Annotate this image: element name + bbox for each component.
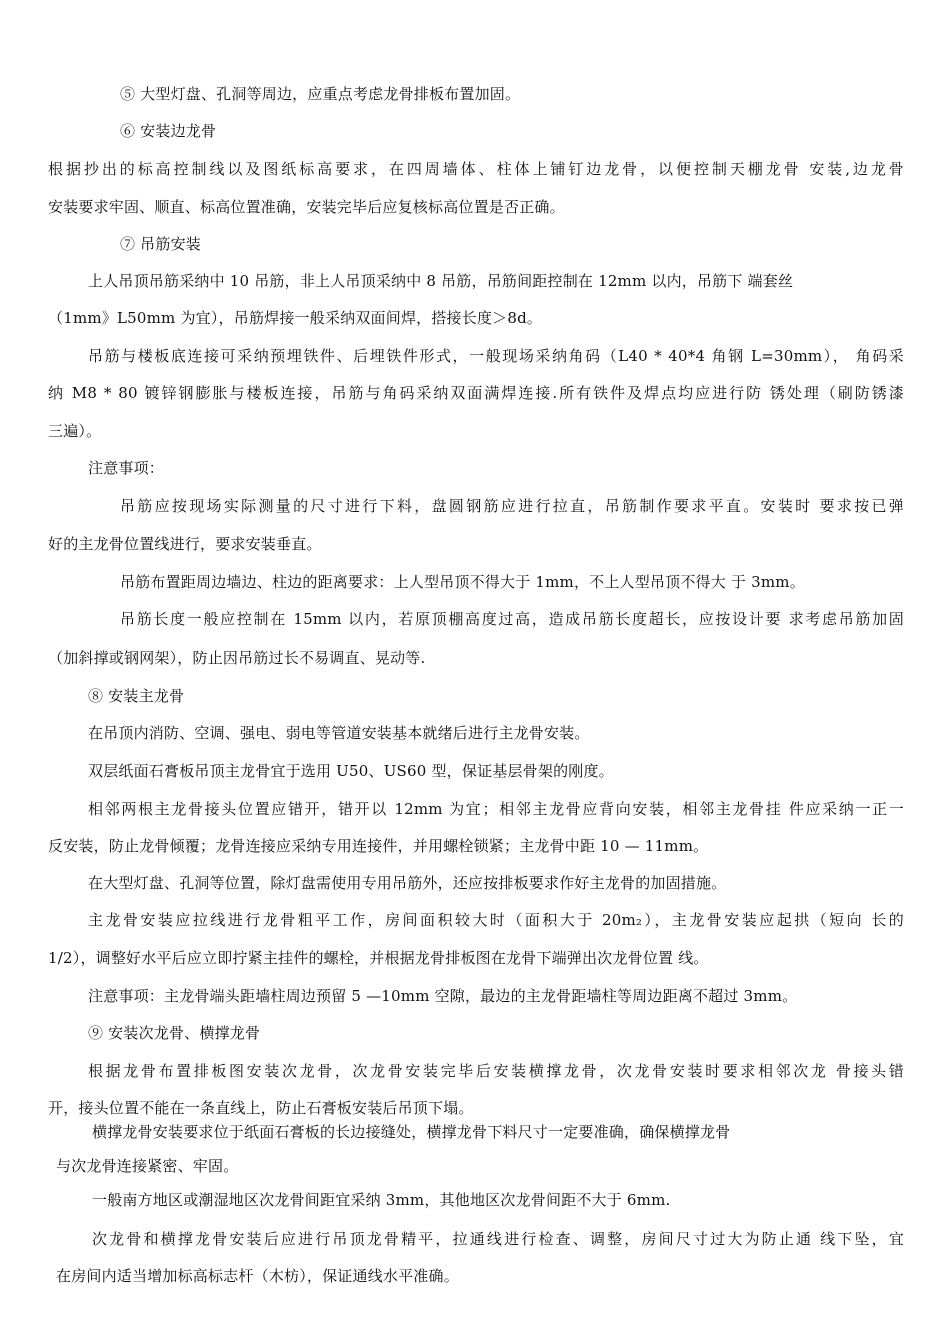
paragraph-line: 在吊顶内消防、空调、强电、弱电等管道安装基本就绪后进行主龙骨安装。 xyxy=(88,724,590,742)
paragraph-line: （1mm》L50mm 为宜），吊筋焊接一般采纳双面间焊，搭接长度＞8d。 xyxy=(48,309,543,327)
paragraph-line: 吊筋与楼板底连接可采纳预埋铁件、后埋铁件形式，一般现场采纳角码（L40 * 40*4 角钢 L=30mm）， 角码采 xyxy=(88,347,904,365)
paragraph-line: 根据抄出的标高控制线以及图纸标高要求，在四周墙体、柱体上铺钉边龙骨，以便控制天棚龙骨 安装,边龙骨 xyxy=(48,160,904,178)
paragraph-line: 双层纸面石膏板吊顶主龙骨宜于选用 U50、US60 型，保证基层骨架的刚度。 xyxy=(88,762,614,780)
paragraph-line: 横撑龙骨安装要求位于纸面石膏板的长边接缝处，横撑龙骨下料尺寸一定要准确，确保横撑龙骨 xyxy=(92,1123,731,1141)
paragraph-line: 次龙骨和横撑龙骨安装后应进行吊顶龙骨精平，拉通线进行检查、调整，房间尺寸过大为防止通 线下坠，宜 xyxy=(92,1230,904,1248)
paragraph-line: 反安装，防止龙骨倾覆；龙骨连接应采纳专用连接件，并用螺栓锁紧；主龙骨中距 10 — 11mm。 xyxy=(48,837,709,855)
paragraph-line: 纳 M8 * 80 镀锌钢膨胀与楼板连接，吊筋与角码采纳双面满焊连接.所有铁件及焊点均应进行防 锈处理（刷防锈漆 xyxy=(48,384,904,402)
paragraph-line: 注意事项：主龙骨端头距墙柱周边预留 5 —10mm 空隙，最边的主龙骨距墙柱等周边距离不超过 3mm。 xyxy=(88,987,798,1005)
paragraph-line: 三遍）。 xyxy=(48,422,102,440)
paragraph-line: 与次龙骨连接紧密、牢固。 xyxy=(56,1157,239,1175)
paragraph-line: 1/2），调整好水平后应立即拧紧主挂件的螺栓，并根据龙骨排板图在龙骨下端弹出次龙骨位置 线。 xyxy=(48,949,709,967)
paragraph-line: 一般南方地区或潮湿地区次龙骨间距宜采纳 3mm，其他地区次龙骨间距不大于 6mm. xyxy=(92,1191,671,1209)
notes-heading: 注意事项： xyxy=(88,459,165,477)
heading-item-7: ⑦ 吊筋安装 xyxy=(120,235,201,253)
paragraph-line: 开，接头位置不能在一条直线上，防止石膏板安装后吊顶下塌。 xyxy=(48,1099,474,1117)
paragraph-line: 在房间内适当增加标高标志杆（木枋），保证通线水平准确。 xyxy=(56,1267,459,1285)
paragraph-line: 主龙骨安装应拉线进行龙骨粗平工作，房间面积较大时（面积大于 20m₂），主龙骨安装应起拱（短向 长的 xyxy=(88,911,904,929)
paragraph-line: 吊筋布置距周边墙边、柱边的距离要求：上人型吊顶不得大于 1mm，不上人型吊顶不得大 于 3mm。 xyxy=(120,573,805,591)
heading-item-5: ⑤ 大型灯盘、孔洞等周边，应重点考虑龙骨排板布置加固。 xyxy=(120,85,521,103)
paragraph-line: 好的主龙骨位置线进行，要求安装垂直。 xyxy=(48,535,322,553)
heading-item-6: ⑥ 安装边龙骨 xyxy=(120,122,217,140)
heading-item-9: ⑨ 安装次龙骨、横撑龙骨 xyxy=(88,1024,261,1042)
paragraph-line: 安装要求牢固、顺直、标高位置准确，安装完毕后应复核标高位置是否正确。 xyxy=(48,198,565,216)
paragraph-line: 吊筋应按现场实际测量的尺寸进行下料，盘圆钢筋应进行拉直，吊筋制作要求平直。安装时 要求按已弹 xyxy=(120,497,904,515)
paragraph-line: 在大型灯盘、孔洞等位置，除灯盘需使用专用吊筋外，还应按排板要求作好主龙骨的加固措施。 xyxy=(88,874,727,892)
heading-item-8: ⑧ 安装主龙骨 xyxy=(88,687,185,705)
paragraph-line: 相邻两根主龙骨接头位置应错开，错开以 12mm 为宜；相邻主龙骨应背向安装，相邻主龙骨挂 件应采纳一正一 xyxy=(88,800,904,818)
paragraph-line: 上人吊顶吊筋采纳中 10 吊筋，非上人吊顶采纳中 8 吊筋，吊筋间距控制在 12mm 以内，吊筋下 端套丝 xyxy=(88,272,794,290)
paragraph-line: 根据龙骨布置排板图安装次龙骨，次龙骨安装完毕后安装横撑龙骨，次龙骨安装时要求相邻次龙 骨接头错 xyxy=(88,1062,904,1080)
paragraph-line: （加斜撑或钢网架），防止因吊筋过长不易调直、晃动等. xyxy=(48,649,426,667)
paragraph-line: 吊筋长度一般应控制在 15mm 以内，若原顶棚高度过高，造成吊筋长度超长，应按设计要 求考虑吊筋加固 xyxy=(120,610,904,628)
